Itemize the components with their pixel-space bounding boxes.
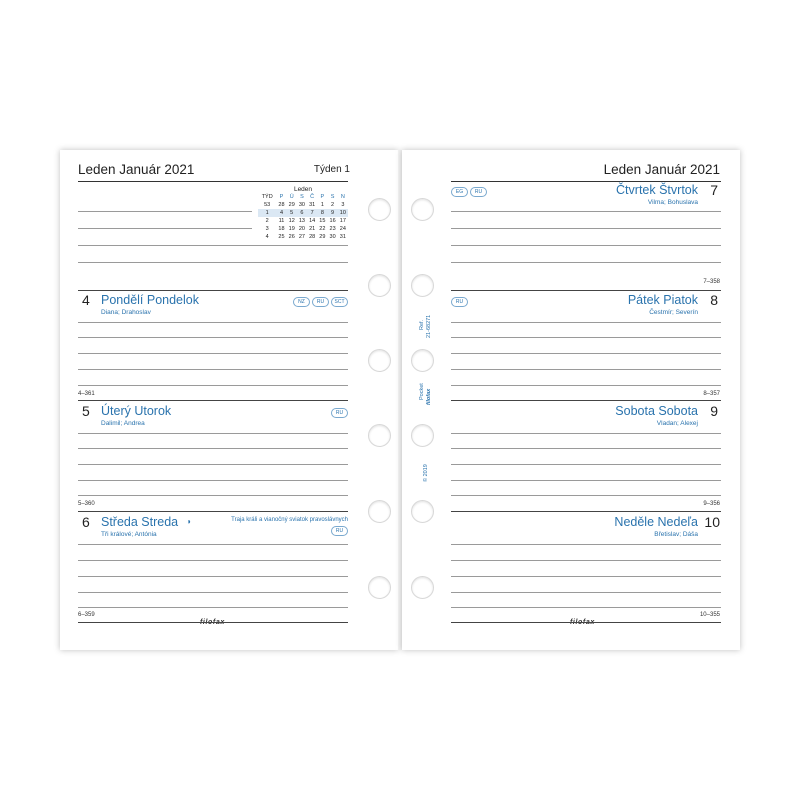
day-of-year-code: 5–360 <box>78 501 95 507</box>
right-diary-page <box>402 150 740 650</box>
country-badge: RU <box>331 526 348 536</box>
writing-line <box>78 607 348 608</box>
name-days: Čestmír; Severín <box>649 309 698 316</box>
writing-line <box>451 369 721 370</box>
day-name: Čtvrtek Štvrtok <box>616 183 698 197</box>
mini-calendar-day: 29 <box>288 202 295 208</box>
writing-line <box>78 544 348 545</box>
country-badge: EG <box>451 187 468 197</box>
writing-line <box>78 245 348 246</box>
day-of-year-code: 10–355 <box>699 612 720 618</box>
mini-calendar-week: 4 <box>265 234 269 240</box>
mini-calendar-day: 8 <box>317 209 327 217</box>
day-separator <box>451 400 721 401</box>
mini-calendar-grid <box>258 193 348 241</box>
mini-calendar-day: 28 <box>278 202 285 208</box>
writing-line <box>451 448 721 449</box>
mini-calendar-day: 28 <box>309 234 316 240</box>
right-page-title: Leden Január 2021 <box>603 162 720 177</box>
holiday-badges <box>331 526 348 536</box>
mini-calendar-day: 30 <box>329 234 336 240</box>
writing-line <box>451 592 721 593</box>
writing-line <box>451 211 721 212</box>
writing-line <box>451 495 721 496</box>
mini-calendar-day: 22 <box>319 226 326 232</box>
mini-calendar-day: 27 <box>298 234 305 240</box>
writing-line <box>451 560 721 561</box>
country-badge: RU <box>312 297 329 307</box>
day-of-year-code: 7–358 <box>703 279 720 285</box>
writing-line <box>78 228 252 229</box>
day-separator <box>78 511 348 512</box>
writing-line <box>451 228 721 229</box>
country-badge: RU <box>331 408 348 418</box>
mini-calendar-month: Leden <box>293 186 313 193</box>
binder-hole <box>368 274 391 297</box>
mini-calendar-week: 53 <box>264 202 271 208</box>
name-days: Dalimil; Andrea <box>101 420 145 427</box>
writing-line <box>78 464 348 465</box>
ref-number: 21-68271 <box>426 314 432 338</box>
binder-hole <box>368 424 391 447</box>
mini-calendar-header: Č <box>310 194 315 200</box>
country-badge: SCT <box>331 297 348 307</box>
moon-phase-icon: ◑ <box>186 517 191 526</box>
day-number: 9 <box>710 403 718 419</box>
day-name: Neděle Nedeľa <box>614 515 698 529</box>
day-name: Sobota Sobota <box>615 404 698 418</box>
binder-hole <box>368 500 391 523</box>
mini-calendar-day: 30 <box>298 202 305 208</box>
mini-calendar-day: 1 <box>320 202 324 208</box>
writing-line <box>78 495 348 496</box>
writing-line <box>451 262 721 263</box>
ref-label: Ref. <box>419 319 425 330</box>
binder-hole <box>411 274 434 297</box>
mini-calendar-header: P <box>320 194 325 200</box>
mini-calendar-day: 18 <box>278 226 285 232</box>
writing-line <box>451 544 721 545</box>
day-separator <box>78 290 348 291</box>
mini-calendar-day: 10 <box>338 209 348 217</box>
header-rule <box>78 181 348 182</box>
day-name: Úterý Utorok <box>101 404 172 418</box>
mini-calendar-day: 31 <box>339 234 346 240</box>
mini-calendar-day: 13 <box>298 218 305 224</box>
mini-calendar-header: S <box>330 194 335 200</box>
day-number: 10 <box>704 514 720 530</box>
writing-line <box>78 433 348 434</box>
mini-calendar-week: 3 <box>265 226 269 232</box>
day-separator <box>78 622 348 623</box>
holiday-badges <box>451 297 468 307</box>
writing-line <box>451 607 721 608</box>
binder-hole <box>368 198 391 221</box>
writing-line <box>78 369 348 370</box>
day-name: Pondělí Pondelok <box>101 293 199 307</box>
day-name: Pátek Piatok <box>627 293 698 307</box>
holiday-badges <box>331 408 348 418</box>
mini-calendar-day: 16 <box>329 218 336 224</box>
writing-line <box>451 464 721 465</box>
country-badge: NZ <box>293 297 310 307</box>
binder-hole <box>411 349 434 372</box>
mini-calendar-day: 25 <box>278 234 285 240</box>
writing-line <box>451 245 721 246</box>
day-number: 6 <box>82 514 90 530</box>
binder-hole <box>411 424 434 447</box>
mini-calendar-day: 23 <box>329 226 336 232</box>
header-rule <box>451 181 721 182</box>
writing-line <box>78 262 348 263</box>
day-of-year-code: 6–359 <box>78 612 95 618</box>
name-days: Vilma; Bohuslava <box>647 199 698 206</box>
writing-line <box>78 448 348 449</box>
writing-line <box>78 576 348 577</box>
day-number: 4 <box>82 292 90 308</box>
writing-line <box>78 353 348 354</box>
holiday-text: Traja králi a vianočný sviatok pravoslávnych <box>231 517 348 523</box>
holiday-badges <box>451 187 487 197</box>
writing-line <box>451 433 721 434</box>
mini-calendar-day: 7 <box>307 209 317 217</box>
day-of-year-code: 8–357 <box>703 391 720 397</box>
binder-hole <box>368 349 391 372</box>
writing-line <box>78 385 348 386</box>
day-separator <box>451 511 721 512</box>
week-number: Týden 1 <box>313 164 350 175</box>
mini-calendar-header: Ú <box>289 194 294 200</box>
mini-calendar-day: 14 <box>309 218 316 224</box>
holiday-badges <box>293 297 348 307</box>
day-number: 5 <box>82 403 90 419</box>
writing-line <box>451 322 721 323</box>
writing-line <box>451 385 721 386</box>
writing-line <box>451 353 721 354</box>
writing-line <box>78 337 348 338</box>
mini-calendar-week: 1 <box>258 209 276 217</box>
country-badge: RU <box>470 187 487 197</box>
mini-calendar-day: 4 <box>276 209 286 217</box>
mini-calendar-day: 9 <box>327 209 337 217</box>
mini-calendar-day: 29 <box>319 234 326 240</box>
mini-calendar-header: P <box>279 194 284 200</box>
copyright: © 2019 <box>423 464 429 482</box>
binder-hole <box>368 576 391 599</box>
mini-calendar <box>258 186 348 241</box>
day-number: 7 <box>710 182 718 198</box>
writing-line <box>78 211 252 212</box>
name-days: Diana; Drahoslav <box>101 309 151 316</box>
mini-calendar-day: 26 <box>288 234 295 240</box>
day-of-year-code: 9–356 <box>703 501 720 507</box>
mini-calendar-day: 17 <box>339 218 346 224</box>
day-number: 8 <box>710 292 718 308</box>
mini-calendar-header: TÝD <box>261 194 273 200</box>
left-diary-page <box>60 150 398 650</box>
margin-filofax-logo: filofax <box>426 388 432 405</box>
pocket-label: Pocket <box>419 383 425 400</box>
writing-line <box>78 592 348 593</box>
mini-calendar-day: 3 <box>341 202 345 208</box>
left-page-title: Leden Január 2021 <box>78 162 195 177</box>
mini-calendar-day: 6 <box>297 209 307 217</box>
country-badge: RU <box>451 297 468 307</box>
mini-calendar-day: 31 <box>309 202 316 208</box>
day-name: Středa Streda <box>101 515 179 529</box>
binder-hole <box>411 576 434 599</box>
name-days: Vladan; Alexej <box>656 420 698 427</box>
binder-hole <box>411 198 434 221</box>
mini-calendar-day: 21 <box>309 226 316 232</box>
mini-calendar-day: 15 <box>319 218 326 224</box>
writing-line <box>451 576 721 577</box>
mini-calendar-week: 2 <box>265 218 269 224</box>
day-separator <box>451 622 721 623</box>
writing-line <box>78 560 348 561</box>
writing-line <box>78 480 348 481</box>
writing-line <box>451 480 721 481</box>
mini-calendar-day: 5 <box>287 209 297 217</box>
writing-line <box>451 337 721 338</box>
mini-calendar-day: 2 <box>331 202 335 208</box>
mini-calendar-header: S <box>300 194 304 200</box>
writing-line <box>78 322 348 323</box>
day-of-year-code: 4–361 <box>78 391 95 397</box>
mini-calendar-day: 11 <box>278 218 285 224</box>
day-separator <box>451 290 721 291</box>
mini-calendar-day: 20 <box>298 226 305 232</box>
day-separator <box>78 400 348 401</box>
mini-calendar-day: 24 <box>339 226 346 232</box>
mini-calendar-day: 12 <box>288 218 295 224</box>
binder-hole <box>411 500 434 523</box>
mini-calendar-header: N <box>340 194 345 200</box>
name-days: Břetislav; Dáša <box>654 531 698 538</box>
mini-calendar-day: 19 <box>288 226 295 232</box>
name-days: Tři králové; Antónia <box>101 531 157 538</box>
